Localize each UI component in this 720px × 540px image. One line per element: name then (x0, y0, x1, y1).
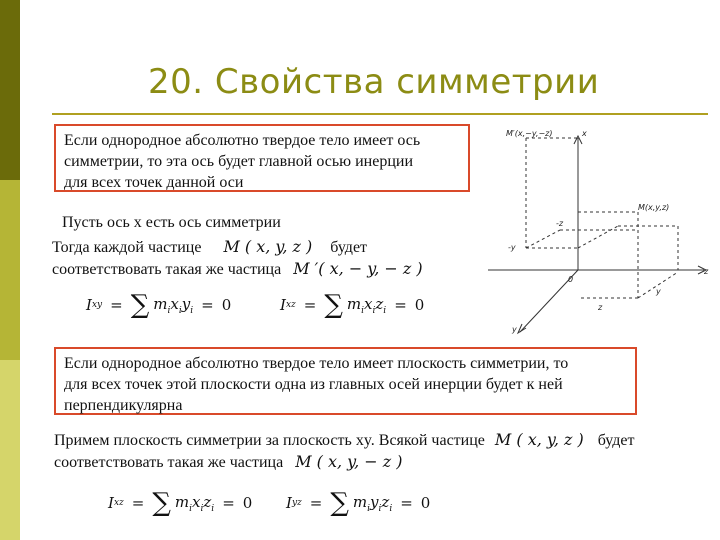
formula-equals: = (303, 296, 317, 314)
formula-subscript: yz (291, 498, 302, 508)
formula-equals: = (110, 296, 123, 314)
formula-symbol: I (108, 494, 114, 512)
particle-line-1-text: Тогда каждой частице (52, 239, 202, 256)
particle-line-1-suffix: будет (330, 239, 368, 256)
sum-symbol: ∑ (324, 290, 343, 320)
sidebar-segment-2 (0, 180, 20, 360)
formula-result: 0 (420, 494, 431, 512)
formula-iyz-plane (286, 490, 430, 516)
formula-equals-2: = (394, 296, 407, 314)
plane-line-1-text: Примем плоскость симметрии за плоскость xy. Всякой частице (54, 432, 485, 449)
label-neg-y: -y (508, 243, 516, 252)
label-z-small: z (598, 303, 603, 312)
formula-equals: = (309, 494, 323, 512)
formula-ixz (280, 292, 424, 318)
label-axis-y: y (512, 325, 517, 334)
sum-symbol: ∑ (130, 290, 150, 320)
label-origin: 0 (568, 275, 574, 284)
plane-m-math: M ( x, y, z ) (494, 430, 584, 449)
formula-result: 0 (414, 296, 425, 314)
label-axis-x: x (582, 129, 587, 138)
symmetry-axis-diagram (478, 122, 714, 340)
sidebar-segment-3 (0, 360, 20, 540)
page-title: 20. Свойства симметрии (148, 62, 600, 102)
label-m-prime: M′(x,−y,−z) (506, 129, 553, 138)
theorem-line: симметрии, то эта ось будет главной осью инерции (64, 153, 413, 170)
plane-symmetry-theorem-box (54, 347, 637, 415)
formula-equals-2: = (400, 494, 413, 512)
formula-terms: $m_iy_iz_i$ (352, 492, 393, 514)
axis-symmetry-theorem-box (54, 124, 470, 192)
formula-symbol: I (86, 296, 92, 314)
particle-m-math: M ( x, y, z ) (223, 237, 313, 256)
formula-subscript: xz (113, 498, 124, 508)
formula-ixy (86, 292, 231, 318)
theorem-line: перпендикулярна (64, 397, 183, 414)
plane-line-1-suffix: будет (597, 432, 635, 449)
particle-line-1 (52, 237, 367, 258)
theorem-line: для всех точек данной оси (64, 174, 244, 191)
plane-line-1 (54, 430, 635, 451)
plane-m-math-2: M ( x, y, − z ) (295, 452, 403, 471)
plane-line-2-text: соответствовать такая же частица (54, 454, 284, 471)
formula-subscript: xy (91, 300, 103, 310)
axis-intro-text: Пусть ось x есть ось симметрии (62, 214, 281, 231)
theorem-line: Если однородное абсолютно твердое тело имеет ось (64, 132, 421, 149)
formula-ixz-plane (108, 490, 252, 516)
formula-result: 0 (242, 494, 253, 512)
title-divider (52, 113, 708, 115)
theorem-line: Если однородное абсолютно твердое тело имеет плоскость симметрии, то (64, 355, 569, 372)
formula-terms: $m_ix_iy_i$ (153, 294, 194, 316)
sum-symbol: ∑ (330, 488, 349, 518)
sidebar-stripe (0, 0, 20, 540)
label-m-point: M(x,y,z) (638, 203, 670, 212)
formula-terms: $m_ix_iz_i$ (174, 492, 215, 514)
formula-equals-2: = (222, 494, 235, 512)
particle-m-prime-math: M ′( x, − y, − z ) (293, 259, 423, 278)
label-axis-z: z (704, 267, 709, 276)
label-neg-z: -z (556, 219, 564, 228)
theorem-line: для всех точек этой плоскости одна из главных осей инерции будет к ней (64, 376, 563, 393)
label-y-small: y (656, 287, 661, 296)
formula-result: 0 (221, 296, 232, 314)
formula-equals-2: = (201, 296, 214, 314)
particle-line-2-text: соответствовать такая же частица (52, 261, 282, 278)
sum-symbol: ∑ (152, 488, 171, 518)
sidebar-segment-1 (0, 0, 20, 180)
formula-subscript: xz (285, 300, 296, 310)
plane-line-2 (54, 452, 403, 473)
formula-terms: $m_ix_iz_i$ (346, 294, 387, 316)
formula-symbol: I (280, 296, 286, 314)
formula-symbol: I (286, 494, 292, 512)
particle-line-2 (52, 259, 423, 280)
formula-equals: = (131, 494, 145, 512)
